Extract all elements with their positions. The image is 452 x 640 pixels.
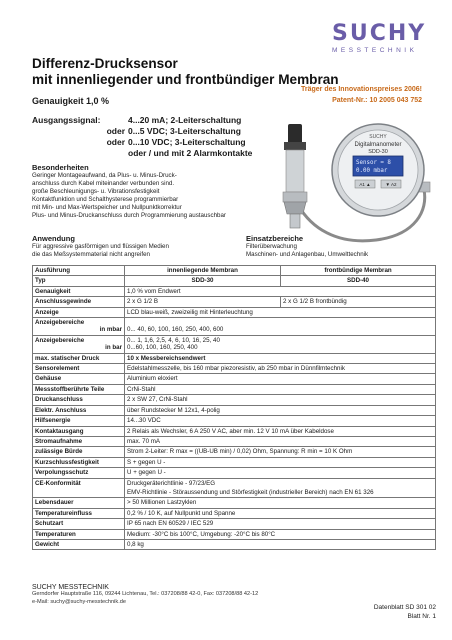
application-section xyxy=(32,234,242,259)
document-title xyxy=(32,56,339,88)
feature-line: Plus- und Minus-Druckanschluss durch Programmierung austauschbar xyxy=(32,212,226,219)
table-key: Anzeige xyxy=(33,307,125,317)
output-row xyxy=(32,115,252,126)
table-cell: > 50 Millionen Lastzyklen xyxy=(125,498,436,508)
device-key-1: A1 ▲ xyxy=(359,182,371,187)
table-row xyxy=(33,307,436,317)
table-cell: max. 70 mA xyxy=(125,436,436,446)
output-row xyxy=(32,126,252,137)
table-cell xyxy=(125,478,436,498)
table-cell xyxy=(125,335,436,353)
table-key-label: Anzeigebereiche xyxy=(35,319,85,327)
table-row xyxy=(33,519,436,529)
table-header: innenliegende Membran xyxy=(125,266,281,276)
table-row xyxy=(33,335,436,353)
spec-table xyxy=(32,265,436,550)
table-row xyxy=(33,276,436,286)
table-cell: LCD blau-weiß, zweizeilig mit Hinterleuchtung xyxy=(125,307,436,317)
use-areas-section xyxy=(246,234,436,259)
table-cell: 1,0 % vom Endwert xyxy=(125,286,436,296)
logo-text: SUCHY xyxy=(332,21,427,46)
output-value: 4...20 mA; 2-Leiterschaltung xyxy=(128,115,242,125)
table-cell: Medium: -30°C bis 100°C, Umgebung: -20°C bis 80°C xyxy=(125,529,436,539)
accuracy-heading: Genauigkeit 1,0 % xyxy=(32,96,110,106)
table-cell-line: 0... 1, 1,6, 2,5, 4, 6, 10, 16, 25, 40 xyxy=(127,336,220,344)
feature-line: anschluss durch Kabel miteinander verbunden sind. xyxy=(32,180,175,187)
table-row xyxy=(33,468,436,478)
application-line: Für aggressive gasförmigen und flüssigen Medien xyxy=(32,243,169,250)
title-line-2: mit innenliegender und frontbündiger Membran xyxy=(32,72,339,87)
table-cell: 2 x G 1/2 B frontbündig xyxy=(281,297,436,307)
feature-line: Geringer Montageaufwand, da Plus- u. Minus-Druck- xyxy=(32,172,177,179)
table-row xyxy=(33,426,436,436)
use-areas-heading: Einsatzbereiche xyxy=(246,234,304,243)
output-value: 0...5 VDC; 3-Leiterschaltung xyxy=(128,126,241,136)
table-cell: 2 x G 1/2 B xyxy=(125,297,281,307)
device-reading-2: 0.00 mbar xyxy=(356,168,388,174)
table-row xyxy=(33,384,436,394)
output-label: Ausgangssignal: xyxy=(32,115,101,125)
table-key xyxy=(33,335,125,353)
device-key-2: ▼ A2 xyxy=(385,182,397,187)
table-key: Typ xyxy=(33,276,125,286)
table-key: Gehäuse xyxy=(33,374,125,384)
table-cell-line: EMV-Richtlinie - Störaussendung und Störfestigkeit (industrieller Bereich) nach EN 61 326 xyxy=(127,488,374,496)
table-key-label: Anzeigebereiche xyxy=(35,336,85,344)
footer-doc-info xyxy=(374,604,436,621)
table-cell: 2 x SW 27, CrNi-Stahl xyxy=(125,395,436,405)
output-label: oder xyxy=(106,126,125,136)
table-cell: 2 Relais als Wechsler, 6 A 250 V AC, aber min. 12 V 10 mA über Kabeldose xyxy=(125,426,436,436)
table-cell: 0... 40, 60, 100, 160, 250, 400, 600 xyxy=(125,318,436,336)
table-key-unit: in mbar xyxy=(99,326,122,334)
output-signals xyxy=(32,115,252,159)
table-key: Gewicht xyxy=(33,539,125,549)
table-row xyxy=(33,318,436,336)
table-cell: 10 x Messbereichsendwert xyxy=(125,353,436,363)
output-label: oder xyxy=(106,137,125,147)
table-key: CE-Konformität xyxy=(33,478,125,498)
table-row xyxy=(33,353,436,363)
table-cell: Edelstahlmesszelle, bis 160 mbar piezoresistiv, ab 250 mbar in Dünnfilmtechnik xyxy=(125,364,436,374)
table-row xyxy=(33,266,436,276)
page-number: Blatt Nr. 1 xyxy=(407,612,436,620)
table-cell: IP 65 nach EN 60529 / IEC 529 xyxy=(125,519,436,529)
table-key: Sensorelement xyxy=(33,364,125,374)
table-cell: S + gegen U - xyxy=(125,457,436,467)
page-footer xyxy=(32,584,436,620)
table-row xyxy=(33,436,436,446)
use-area-line: Maschinen- und Anlagenbau, Umwelttechnik xyxy=(246,251,369,258)
table-key: Kontaktausgang xyxy=(33,426,125,436)
table-key: Hilfsenergie xyxy=(33,416,125,426)
table-key: Druckanschluss xyxy=(33,395,125,405)
table-key-unit: in bar xyxy=(105,344,122,352)
footer-company: SUCHY MESSTECHNIK xyxy=(32,584,109,591)
table-row xyxy=(33,447,436,457)
features-heading: Besonderheiten xyxy=(32,163,89,172)
table-cell: Strom 2-Leiter: R max = ((UB-UB min) / 0,02) Ohm, Spannung: R min = 10 K Ohm xyxy=(125,447,436,457)
table-row xyxy=(33,297,436,307)
footer-address: Gerndorfer Hauptstraße 116, 09244 Lichtenau, Tel.: 037208/88 42-0, Fax: 037208/88 42-12 xyxy=(32,591,259,597)
company-logo xyxy=(332,21,432,59)
table-key: Elektr. Anschluss xyxy=(33,405,125,415)
patent-number: Patent-Nr.: 10 2005 043 752 xyxy=(332,97,422,104)
datasheet-number: Datenblatt SD 301 02 xyxy=(373,604,436,611)
device-model: SDD-30 xyxy=(368,149,388,155)
feature-line: Kontaktfunktion und Schalthysterese programmierbar xyxy=(32,196,179,203)
device-reading-1: Sensor = 8 xyxy=(356,160,391,166)
table-header: frontbündige Membran xyxy=(281,266,436,276)
output-row xyxy=(32,137,252,148)
table-cell: Aluminium eloxiert xyxy=(125,374,436,384)
footer-email: e-Mail: suchy@suchy-messtechnik.de xyxy=(32,598,126,605)
table-cell: U + gegen U - xyxy=(125,468,436,478)
output-value: 0...10 VDC; 3-Leiterschaltung xyxy=(128,137,246,147)
device-brand: SUCHY xyxy=(369,134,387,140)
table-key: Temperatureinfluss xyxy=(33,508,125,518)
application-heading: Anwendung xyxy=(32,234,75,243)
table-key: Verpolungsschutz xyxy=(33,468,125,478)
table-key xyxy=(33,318,125,336)
table-key: Genauigkeit xyxy=(33,286,125,296)
innovation-award: Träger des Innovationspreises 2006! xyxy=(301,86,422,93)
table-key: Anschlussgewinde xyxy=(33,297,125,307)
table-cell-line: Druckgeräterichtlinie - 97/23/EG xyxy=(127,479,216,487)
table-row xyxy=(33,405,436,415)
logo-subtitle: MESSTECHNIK xyxy=(332,47,418,54)
table-cell-line: 0...60, 100, 160, 250, 400 xyxy=(127,344,198,352)
table-key: Messstoffberührte Teile xyxy=(33,384,125,394)
table-key: Schutzart xyxy=(33,519,125,529)
table-row xyxy=(33,374,436,384)
feature-line: mit Min- und Max-Wertspeicher und Nullpunktkorrektur xyxy=(32,204,182,211)
table-cell: 0,2 % / 10 K, auf Nullpunkt und Spanne xyxy=(125,508,436,518)
table-key: Temperaturen xyxy=(33,529,125,539)
table-cell: SDD-30 xyxy=(125,276,281,286)
table-cell: 0,8 kg xyxy=(125,539,436,549)
table-cell: über Rundstecker M 12x1, 4-polig xyxy=(125,405,436,415)
table-key: Kurzschlussfestigkeit xyxy=(33,457,125,467)
table-row xyxy=(33,508,436,518)
table-row xyxy=(33,364,436,374)
innovation-note xyxy=(301,84,422,106)
table-key: Ausführung xyxy=(33,266,125,276)
table-cell: SDD-40 xyxy=(281,276,436,286)
table-cell: CrNi-Stahl xyxy=(125,384,436,394)
table-row xyxy=(33,539,436,549)
table-row xyxy=(33,395,436,405)
table-row xyxy=(33,457,436,467)
table-cell: 14...30 VDC xyxy=(125,416,436,426)
table-key: zulässige Bürde xyxy=(33,447,125,457)
table-row xyxy=(33,286,436,296)
device-display-title: Digitalmanometer xyxy=(354,142,402,148)
table-row xyxy=(33,416,436,426)
table-row xyxy=(33,478,436,498)
table-key: Lebensdauer xyxy=(33,498,125,508)
table-row xyxy=(33,529,436,539)
application-line: die das Meßsystemmaterial nicht angreifen xyxy=(32,251,150,258)
table-key: Stromaufnahme xyxy=(33,436,125,446)
output-value: oder / und mit 2 Alarmkontakte xyxy=(128,148,253,158)
output-row xyxy=(32,148,252,159)
features-section xyxy=(32,163,272,220)
table-row xyxy=(33,498,436,508)
feature-line: große Beschleunigungs- u. Vibrationsfestigkeit xyxy=(32,188,160,195)
title-line-1: Differenz-Drucksensor xyxy=(32,56,178,71)
table-key: max. statischer Druck xyxy=(33,353,125,363)
use-area-line: Filterüberwachung xyxy=(246,243,297,250)
output-label xyxy=(32,148,128,159)
